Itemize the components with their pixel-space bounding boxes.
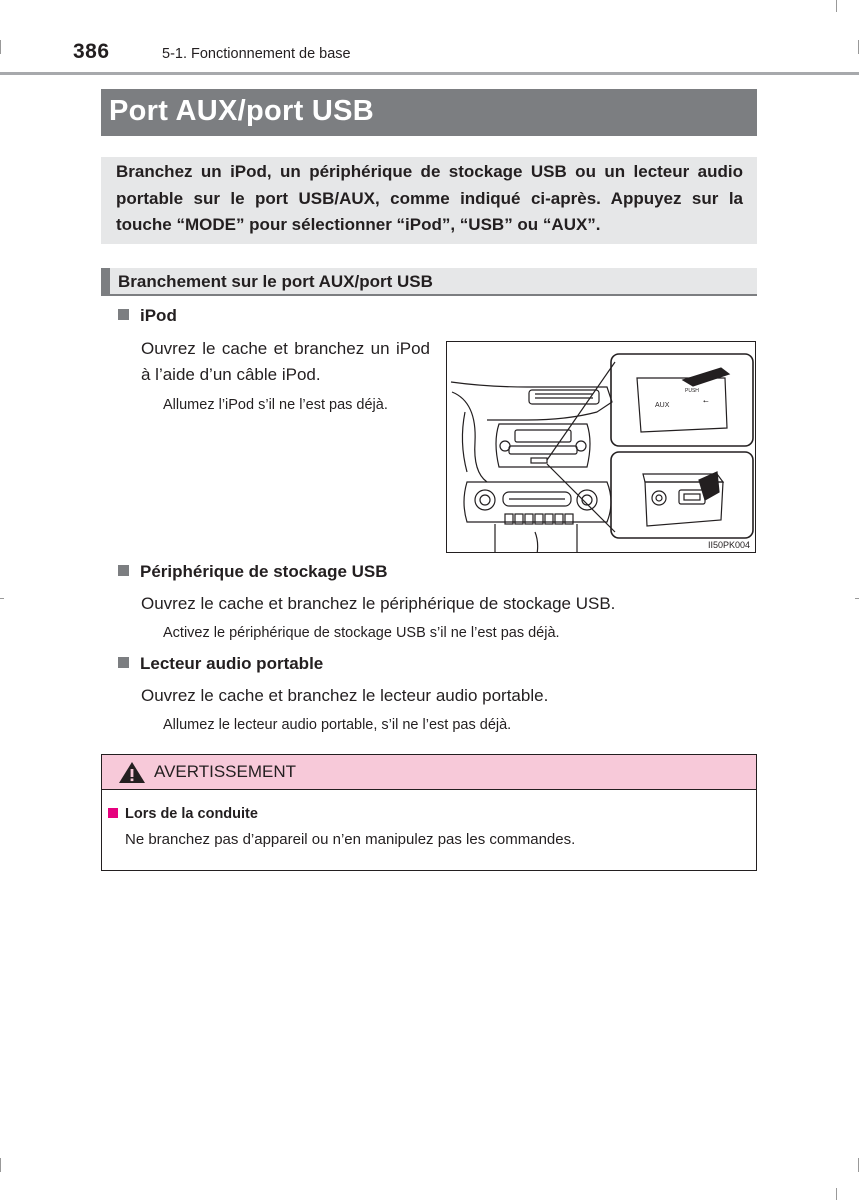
item-heading-usb — [118, 562, 388, 582]
item-heading-ipod — [118, 306, 177, 326]
item-heading-label: iPod — [140, 306, 177, 325]
square-bullet-icon — [118, 565, 129, 576]
push-label: PUSH — [685, 388, 699, 394]
item-note-ipod: Allumez l’iPod s’il ne l’est pas déjà. — [163, 397, 388, 413]
item-heading-label: Périphérique de stockage USB — [140, 562, 388, 581]
warning-triangle-icon — [118, 761, 146, 784]
crop-mark — [855, 598, 859, 599]
crop-mark — [0, 598, 4, 599]
item-body-audio: Ouvrez le cache et branchez le lecteur audio portable. — [141, 686, 549, 705]
square-bullet-icon — [118, 657, 129, 668]
crop-mark — [836, 0, 837, 12]
item-heading-label: Lecteur audio portable — [140, 654, 324, 673]
crop-mark — [836, 1188, 837, 1200]
item-body-usb: Ouvrez le cache et branchez le périphérique de stockage USB. — [141, 594, 616, 613]
figure-code: II50PK004 — [707, 540, 750, 550]
warning-text: Ne branchez pas d’appareil ou n’en manipulez pas les commandes. — [125, 831, 576, 848]
square-bullet-icon — [118, 309, 129, 320]
warning-box — [101, 754, 757, 871]
header-rule — [0, 72, 859, 75]
crop-mark — [0, 1158, 1, 1172]
dashboard-illustration — [446, 341, 756, 553]
intro-box — [101, 157, 757, 244]
item-heading-audio — [118, 654, 323, 674]
crop-mark — [0, 40, 1, 54]
pink-square-bullet-icon — [108, 808, 118, 818]
aux-label: AUX — [655, 402, 670, 409]
usb-icon: ⭠ — [703, 398, 709, 405]
warning-subheading-label: Lors de la conduite — [125, 806, 258, 822]
warning-title: AVERTISSEMENT — [154, 762, 297, 781]
warning-subheading — [108, 806, 258, 822]
item-body-ipod: Ouvrez le cache et branchez un iPod à l’aide d’un câble iPod. — [141, 339, 430, 384]
item-note-audio: Allumez le lecteur audio portable, s’il ne l’est pas déjà. — [163, 717, 512, 733]
page-number: 386 — [73, 40, 110, 63]
dashboard-drawing — [447, 342, 756, 553]
warning-header — [102, 755, 756, 790]
subsection-header: Branchement sur le port AUX/port USB — [101, 268, 757, 296]
section-reference: 5-1. Fonctionnement de base — [162, 46, 351, 62]
page-title: Port AUX/port USB — [101, 89, 757, 136]
intro-text: Branchez un iPod, un périphérique de stockage USB ou un lecteur audio portable sur le port USB/AUX, comme indiqué ci-après. Appuyez sur la touche “MODE” pour sélectionner “iPod”, “USB” ou “AUX”. — [116, 162, 743, 234]
item-note-usb: Activez le périphérique de stockage USB s’il ne l’est pas déjà. — [163, 625, 560, 641]
